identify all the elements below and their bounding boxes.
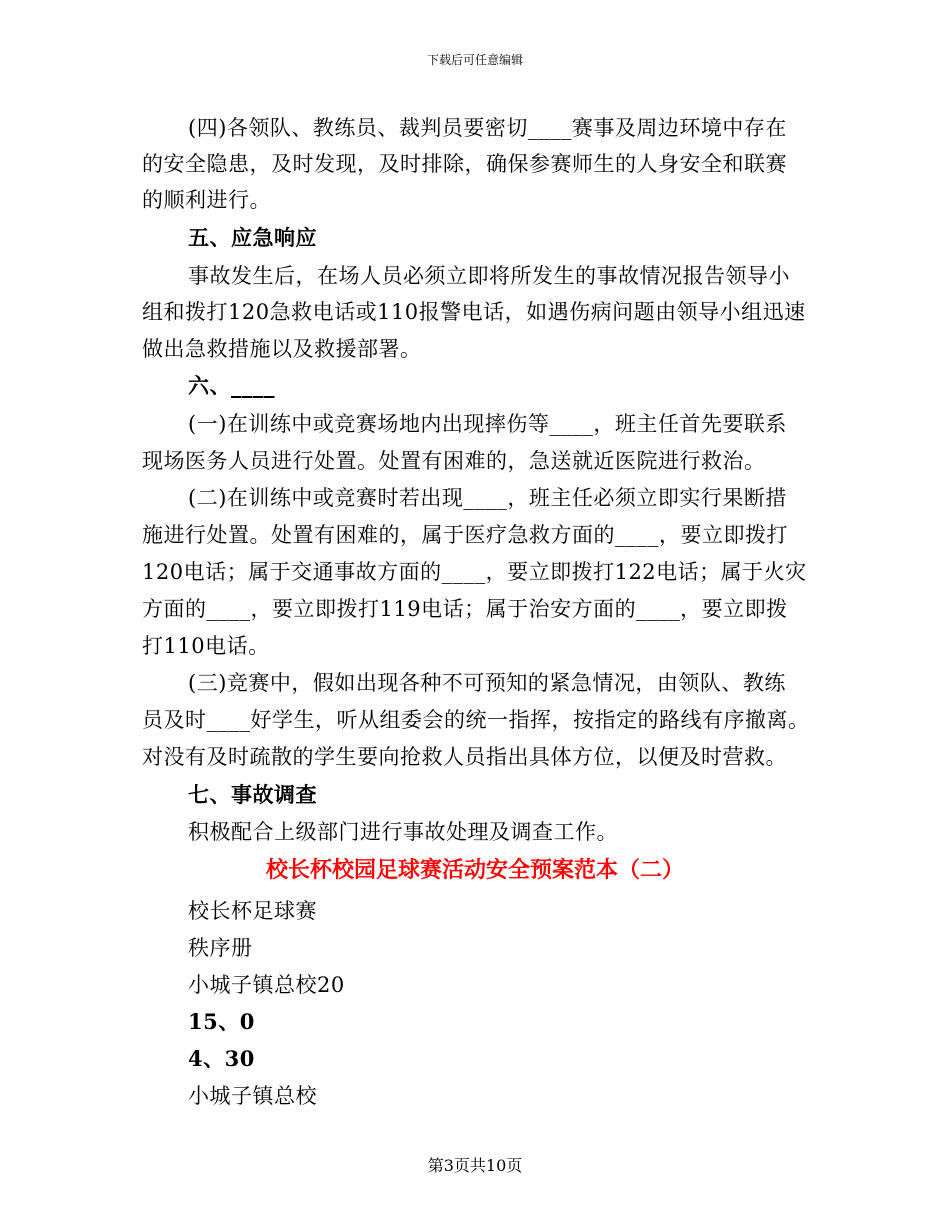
paragraph-line: (四)各领队、教练员、裁判员要密切____赛事及周边环境中存在 bbox=[188, 116, 787, 140]
paragraph-line: 施进行处置。处置有困难的，属于医疗急救方面的____，要立即拨打 bbox=[142, 523, 788, 547]
page-footer: 第3页共10页 bbox=[427, 1156, 523, 1175]
page-header: 下载后可任意编辑 bbox=[426, 53, 523, 67]
section-heading-accident-investigation: 七、事故调查 bbox=[188, 782, 317, 807]
paragraph-line: 120电话；属于交通事故方面的____，要立即拨打122电话；属于火灾 bbox=[142, 560, 807, 584]
paragraph-line: 秩序册 bbox=[188, 936, 253, 960]
paragraph-line: 15、0 bbox=[188, 1009, 255, 1034]
paragraph-line: 积极配合上级部门进行事故处理及调查工作。 bbox=[188, 820, 618, 844]
paragraph-line: (一)在训练中或竞赛场地内出现摔伤等____，班主任首先要联系 bbox=[188, 412, 787, 436]
paragraph-line: 4、30 bbox=[188, 1046, 255, 1071]
paragraph-line: 校长杯足球赛 bbox=[188, 899, 317, 923]
section-heading-six: 六、____ bbox=[188, 373, 275, 398]
paragraph-line: 事故发生后，在场人员必须立即将所发生的事故情况报告领导小 bbox=[188, 264, 790, 288]
paragraph-line: 做出急救措施以及救援部署。 bbox=[142, 337, 422, 361]
document-title: 校长杯校园足球赛活动安全预案范本（二） bbox=[265, 857, 684, 883]
paragraph-line: 小城子镇总校 bbox=[188, 1084, 317, 1108]
paragraph-line: 组和拨打120急救电话或110报警电话，如遇伤病问题由领导小组迅速 bbox=[142, 300, 806, 324]
paragraph-line: 员及时____好学生，听从组委会的统一指挥，按指定的路线有序撤离。 bbox=[142, 708, 810, 732]
paragraph-line: 打110电话。 bbox=[142, 634, 270, 658]
paragraph-line: 的顺利进行。 bbox=[142, 188, 271, 212]
section-heading-emergency-response: 五、应急响应 bbox=[188, 225, 317, 250]
paragraph-line: (二)在训练中或竞赛时若出现____，班主任必须立即实行果断措 bbox=[188, 486, 787, 510]
paragraph-line: 方面的____，要立即拨打119电话；属于治安方面的____，要立即拨 bbox=[142, 597, 788, 621]
paragraph-line: 对没有及时疏散的学生要向抢救人员指出具体方位，以便及时营救。 bbox=[142, 745, 787, 769]
paragraph-line: 小城子镇总校20 bbox=[188, 973, 345, 997]
paragraph-line: 的安全隐患，及时发现，及时排除，确保参赛师生的人身安全和联赛 bbox=[142, 152, 787, 176]
paragraph-line: (三)竞赛中，假如出现各种不可预知的紧急情况，由领队、教练 bbox=[188, 671, 786, 695]
paragraph-line: 现场医务人员进行处置。处置有困难的，急送就近医院进行救治。 bbox=[142, 449, 766, 473]
